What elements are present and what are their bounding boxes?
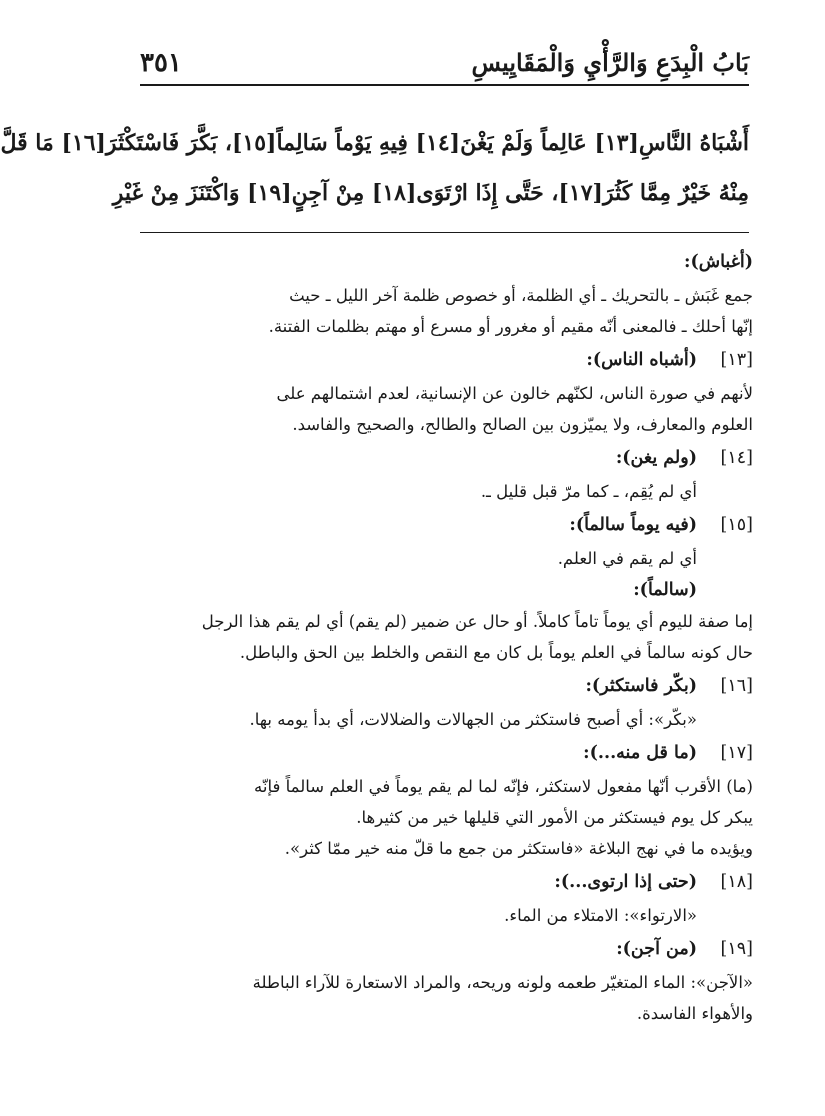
- footnote-line: (ما) الأقرب أنّها مفعول لاستكثر، فإنّه لما لم يقم يوماً في العلم سالماً فإنّه: [254, 777, 753, 796]
- footnote-14: [140, 440, 753, 507]
- footnote-line: والأهواء الفاسدة.: [636, 1004, 753, 1023]
- footnote-18: [140, 864, 753, 931]
- footnote-line: إنّها أحلك ـ فالمعنى أنّه مقيم أو مغرور أو مسرع أو مهتم بظلمات الفتنة.: [268, 317, 753, 336]
- footnote-line: «الآجن»: الماء المتغيّر طعمه ولونه وريحه، والمراد الاستعارة للآراء الباطلة: [252, 973, 753, 992]
- footnote-line: أي لم يقم في العلم.: [557, 549, 697, 568]
- footnote-subheading: (سالماً):: [633, 580, 697, 600]
- footnote-16: [140, 668, 753, 735]
- main-text: [0, 118, 749, 218]
- footnote-number: [١٤]: [720, 448, 753, 468]
- main-text-line: أَشْبَاهُ النَّاسِ[١٣] عَالِماً وَلَمْ يَغْنَ[١٤] فِيهِ يَوْماً سَالِماً[١٥]، بَكَّرَ فَاسْتَكْثَرَ[١٦] مَا قَلَّ: [0, 130, 749, 156]
- footnote-line: «بكّر»: أي أصبح فاستكثر من الجهالات والضلالات، أي بدأ يومه بها.: [249, 710, 697, 729]
- footnote-19: [140, 931, 753, 1029]
- footnote-line: إما صفة لليوم أي يوماً تاماً كاملاً. أو حال عن ضمير (لم يقم) أي لم يقم هذا الرجل: [201, 612, 753, 631]
- footnote-heading: (أغباش):: [683, 252, 753, 272]
- page-number: ٣٥١: [140, 48, 182, 78]
- footnote-heading: (حتى إذا ارتوى...):: [554, 872, 697, 892]
- footnote-13: [140, 342, 753, 440]
- footnote-number: [١٣]: [720, 350, 753, 370]
- footnote-separator: [140, 232, 749, 233]
- footnote-number: [١٧]: [720, 743, 753, 763]
- footnote-heading: (من آجن):: [616, 939, 697, 959]
- footnote-number: [١٩]: [720, 939, 753, 959]
- footnote-line: حال كونه سالماً في العلم يوماً بل كان مع النقص والخلط بين الحق والباطل.: [239, 643, 753, 662]
- footnotes: [140, 244, 753, 1029]
- footnote-number: [١٦]: [720, 676, 753, 696]
- footnote-heading: (بكّر فاستكثر):: [585, 676, 697, 696]
- footnote-line: ويؤيده ما في نهج البلاغة «فاستكثر من جمع ما قلّ منه خير ممّا كثر».: [284, 839, 753, 858]
- running-title: بَابُ الْبِدَعِ وَالرَّأْيِ وَالْمَقَايِيسِ: [471, 48, 749, 77]
- footnote-15: [140, 507, 753, 668]
- footnote-heading: (فيه يوماً سالماً):: [569, 515, 697, 535]
- footnote-line: «الارتواء»: الامتلاء من الماء.: [504, 906, 697, 925]
- footnote-line: العلوم والمعارف، ولا يميّزون بين الصالح والطالح، والصحيح والفاسد.: [292, 415, 753, 434]
- footnote-number: [١٨]: [720, 872, 753, 892]
- footnote-line: أي لم يُقِم، ـ كما مرّ قبل قليل ـ.: [480, 482, 697, 501]
- page-header: [140, 44, 749, 86]
- main-text-line: مِنْهُ خَيْرٌ مِمَّا كَثُرَ[١٧]، حَتَّى إِذَا ارْتَوَى[١٨] مِنْ آجِنٍ[١٩] وَاكْتَنَزَ مِنْ غَيْرِ: [112, 180, 749, 206]
- footnote-heading: (ولم يغن):: [615, 448, 697, 468]
- footnote-line: يبكر كل يوم فيستكثر من الأمور التي قليلها خير من كثيرها.: [356, 808, 753, 827]
- footnote-number: [١٥]: [720, 515, 753, 535]
- footnote-17: [140, 735, 753, 864]
- footnote-line: لأنهم في صورة الناس، لكنّهم خالون عن الإنسانية، لعدم اشتمالهم على: [276, 384, 753, 403]
- footnote-aghbash: [140, 244, 753, 342]
- footnote-heading: (أشباه الناس):: [586, 350, 697, 370]
- footnote-line: جمع غَبَش ـ بالتحريك ـ أي الظلمة، أو خصوص ظلمة آخر الليل ـ حيث: [289, 286, 753, 305]
- footnote-heading: (ما قل منه...):: [583, 743, 697, 763]
